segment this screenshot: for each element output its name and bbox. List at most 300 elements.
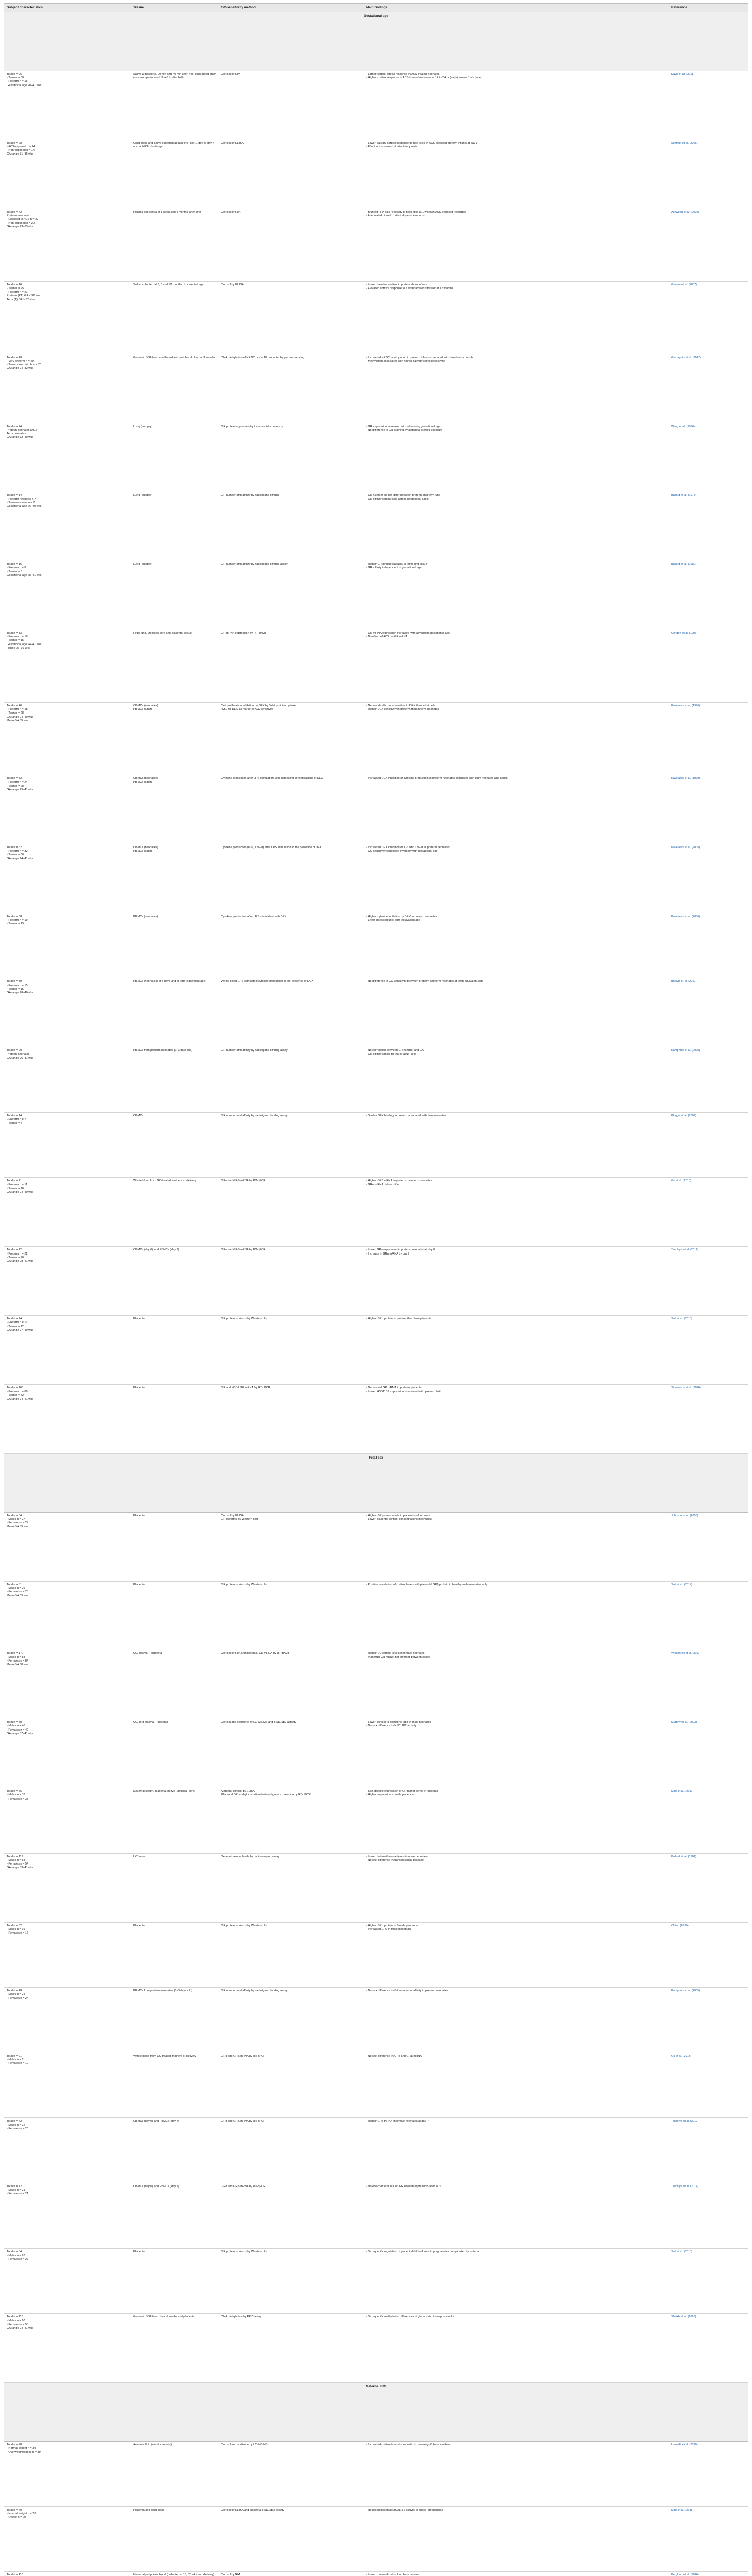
subject-cell-line: Total n = 40 bbox=[7, 2508, 22, 2512]
reference-cell bbox=[669, 913, 748, 978]
subject-cell bbox=[4, 1922, 131, 1988]
reference-link[interactable]: Grunau et al. (2007) bbox=[671, 283, 697, 286]
reference-cell bbox=[669, 775, 748, 844]
findings-cell-line: - GR affinity similar to that of adult cells bbox=[366, 1053, 416, 1056]
table-row bbox=[4, 1922, 748, 1988]
subject-cell-line: - Term n = 72 bbox=[7, 1394, 24, 1397]
reference-link[interactable]: Tsuchiya et al. (2012) bbox=[671, 2120, 699, 2123]
findings-cell-line: - GC sensitivity correlated inversely with gestational age bbox=[366, 850, 438, 853]
subject-cell-line: Mean GA 39 wks bbox=[7, 1525, 29, 1529]
subject-cell-line: GA range 32–40 wks bbox=[7, 436, 33, 439]
table-row bbox=[4, 913, 748, 978]
findings-cell-line: - No correlation between GR number and GA bbox=[366, 1049, 424, 1053]
tissue-cell-line: Placenta bbox=[133, 1583, 145, 1586]
table-row bbox=[4, 2506, 748, 2572]
tissue-cell-line: Placenta bbox=[133, 1514, 145, 1517]
findings-cell-line: - Increased DEX inhibition of IL-6 and TNF-α in preterm neonates bbox=[366, 845, 450, 849]
subject-cell-line: GA range 24–40 wks bbox=[7, 715, 33, 719]
subject-cell-line: - Normal weight n = 39 bbox=[7, 2447, 36, 2450]
reference-cell bbox=[669, 281, 748, 354]
reference-cell bbox=[669, 561, 748, 630]
subject-cell-line: Total n = 24 bbox=[7, 1317, 22, 1321]
subject-cell-line: GA range 28–40 wks bbox=[7, 991, 33, 994]
reference-link[interactable]: Lamadé et al. (2020) bbox=[671, 2443, 698, 2447]
findings-cell-line: - GRα mRNA did not differ bbox=[366, 1183, 400, 1187]
reference-cell bbox=[669, 844, 748, 913]
reference-link[interactable]: Berglund et al. (2016) bbox=[671, 2573, 699, 2576]
subject-cell-line: - Preterm n = 22 bbox=[7, 1252, 28, 1256]
method-cell-line: GR protein isoforms by Western blot bbox=[221, 1583, 268, 1586]
table-row bbox=[4, 281, 748, 354]
subject-cell bbox=[4, 423, 131, 492]
subject-cell-line: Preterm (PT) GA < 32 wks bbox=[7, 294, 41, 298]
reference-link[interactable]: Schmidt et al. (2006) bbox=[671, 141, 698, 145]
findings-cell bbox=[364, 1988, 669, 2053]
method-cell bbox=[218, 2183, 364, 2249]
reference-link[interactable]: Murphy et al. (2003) bbox=[671, 1721, 697, 1724]
method-cell-line: GR number and affinity by radioligand binding bbox=[221, 494, 280, 497]
method-cell-line: GR mRNA expression by RT-qPCR bbox=[221, 632, 266, 635]
method-cell-line: Cortisol by ELISA bbox=[221, 1514, 244, 1517]
reference-link[interactable]: Plugge et al. (2007) bbox=[671, 1114, 696, 1117]
section-title: Gestational age bbox=[4, 12, 748, 71]
table-row bbox=[4, 71, 748, 140]
subject-cell-line: - Preterm n = 18 bbox=[7, 708, 28, 711]
subject-cell-line: Total n = 14 bbox=[7, 494, 22, 497]
findings-cell bbox=[364, 1581, 669, 1650]
findings-cell-line: - Higher expression in male placentas bbox=[366, 1793, 415, 1797]
reference-cell bbox=[669, 2314, 748, 2383]
table-header bbox=[4, 4, 748, 12]
subject-cell-line: Total n = 46 bbox=[7, 283, 22, 286]
method-cell-line: Cortisol and cortisone by LC-MS/MS and HSD11B2 activity bbox=[221, 1721, 297, 1724]
subject-cell-line: - Exposed to ACS n = 22 bbox=[7, 218, 39, 222]
reference-link[interactable]: Saif et al. (2015) bbox=[671, 2250, 693, 2253]
reference-link[interactable]: Kavelaars et al. (1996) bbox=[671, 704, 700, 708]
reference-link[interactable]: Giarraputo et al. (2017) bbox=[671, 355, 701, 359]
subject-cell-line: - Males n = 33 bbox=[7, 1793, 25, 1797]
subject-cell bbox=[4, 2572, 131, 2576]
method-cell bbox=[218, 209, 364, 281]
subject-cell bbox=[4, 1853, 131, 1922]
tissue-cell-line: Placenta bbox=[133, 2250, 145, 2253]
findings-cell bbox=[364, 703, 669, 775]
subject-cell-line: Total n = 54 bbox=[7, 2250, 22, 2253]
method-cell bbox=[218, 1112, 364, 1178]
findings-cell-line: - Reduced placental HSD11B2 activity in obese pregnancies bbox=[366, 2508, 443, 2512]
subject-cell-line: - Term n = 19 bbox=[7, 922, 24, 926]
table-row bbox=[4, 1047, 748, 1113]
reference-link[interactable]: Bojovic et al. (2017) bbox=[671, 980, 697, 984]
tissue-cell-line: CBMCs (neonates) bbox=[133, 845, 158, 849]
subject-cell-line: - Preterm n = 32 bbox=[7, 850, 28, 853]
method-cell bbox=[218, 492, 364, 561]
subject-cell-line: - Males n = 28 bbox=[7, 2253, 25, 2257]
subject-cell bbox=[4, 844, 131, 913]
findings-cell-line: - GR mRNA expression increased with advancing gestational age bbox=[366, 632, 450, 635]
header-row bbox=[4, 4, 748, 12]
findings-cell bbox=[364, 281, 669, 354]
subject-cell-line: Total n = 40 bbox=[7, 355, 22, 359]
subject-cell-line: - Term n = 12 bbox=[7, 1325, 24, 1328]
subject-cell-line: GA range 24–41 wks bbox=[7, 1397, 33, 1401]
tissue-cell bbox=[131, 492, 218, 561]
subject-cell-line: - Males n = 11 bbox=[7, 2058, 25, 2062]
table-row bbox=[4, 703, 748, 775]
subject-cell-line: - Preterm n = 11 bbox=[7, 1183, 28, 1187]
method-cell-line: Cortisol by RIA and placental GR mRNA by RT-qPCR bbox=[221, 1652, 289, 1655]
subject-cell-line: GA range 25–41 wks bbox=[7, 788, 33, 791]
tissue-cell-line: Plasma and saliva at 1 week and 4 months after birth bbox=[133, 210, 201, 214]
reference-link[interactable]: Mina et al. (2017) bbox=[671, 1790, 694, 1793]
table-row bbox=[4, 630, 748, 703]
findings-cell-line: - Lower betamethasone levels in male neonates bbox=[366, 1855, 428, 1858]
findings-cell-line: - Higher DEX sensitivity in preterm than in term neonates bbox=[366, 708, 439, 711]
reference-cell bbox=[669, 2118, 748, 2183]
reference-cell bbox=[669, 1788, 748, 1854]
subject-cell-line: - ACS-exposed n = 14 bbox=[7, 145, 35, 149]
subject-cell-line: - Females n = 10 bbox=[7, 2062, 29, 2065]
method-cell-line: GR and HSD11B2 mRNA by RT-qPCR bbox=[221, 1386, 270, 1389]
subject-cell-line: Total n = 160 bbox=[7, 1386, 24, 1389]
findings-cell-line: - Increased NR3C1 methylation in preterm infants compared with term-born controls bbox=[366, 355, 473, 359]
subject-cell-line: - Males n = 26 bbox=[7, 1586, 25, 1590]
table-row bbox=[4, 1112, 748, 1178]
findings-cell-line: - Similar DEX binding in preterm compared with term neonates bbox=[366, 1114, 447, 1117]
tissue-cell bbox=[131, 1512, 218, 1581]
table-row bbox=[4, 1316, 748, 1385]
subject-cell-line: Total n = 48 bbox=[7, 1989, 22, 1993]
reference-link[interactable]: Gu et al. (2013) bbox=[671, 1179, 691, 1183]
subject-cell-line: - Preterm n = 19 bbox=[7, 918, 28, 922]
method-cell bbox=[218, 775, 364, 844]
method-cell bbox=[218, 2248, 364, 2314]
reference-link[interactable]: Saif et al. (2015) bbox=[671, 1317, 693, 1321]
tissue-cell bbox=[131, 1719, 218, 1788]
method-cell bbox=[218, 1719, 364, 1788]
reference-link[interactable]: Sheikh et al. (2020) bbox=[671, 2315, 696, 2319]
subject-cell bbox=[4, 140, 131, 209]
subject-cell-line: GA range 24–41 wks bbox=[7, 857, 33, 860]
findings-cell-line: - GR expression increased with advancing gestational age bbox=[366, 425, 441, 428]
subject-cell-line: GA range 23–33 wks bbox=[7, 225, 33, 229]
findings-cell bbox=[364, 2506, 669, 2572]
subject-cell-line: - Females n = 20 bbox=[7, 2127, 29, 2130]
reference-cell bbox=[669, 71, 748, 140]
reference-link[interactable]: Condon et al. (1997) bbox=[671, 632, 697, 635]
subject-cell-line: - Males n = 58 bbox=[7, 1858, 25, 1862]
reference-link[interactable]: Wieczorek et al. (2017) bbox=[671, 1652, 701, 1655]
subject-cell-line: Gestational age 28–41 wks bbox=[7, 83, 42, 87]
reference-cell bbox=[669, 1853, 748, 1922]
findings-cell-line: - GR number did not differ between preterm and term lung bbox=[366, 494, 440, 497]
method-cell-line: GR number and affinity by radioligand binding assay bbox=[221, 1114, 288, 1117]
tissue-cell-line: PBMCs (neonates) at 3 days and at term-equivalent age bbox=[133, 980, 206, 984]
reference-cell bbox=[669, 2183, 748, 2249]
subject-cell-line: - Term n = 7 bbox=[7, 1122, 22, 1125]
tissue-cell-line: Lung (autopsy) bbox=[133, 563, 153, 566]
reference-link[interactable]: Kavelaars et al. (1999) bbox=[671, 777, 700, 781]
reference-cell bbox=[669, 209, 748, 281]
reference-cell bbox=[669, 140, 748, 209]
tissue-cell bbox=[131, 2248, 218, 2314]
tissue-cell bbox=[131, 913, 218, 978]
findings-cell bbox=[364, 209, 669, 281]
tissue-cell bbox=[131, 844, 218, 913]
findings-cell-line: - Higher GRα protein in preterm than term placenta bbox=[366, 1317, 432, 1321]
tissue-cell-line: Genomic DNA from: buccal swabs and placenta bbox=[133, 2315, 195, 2319]
findings-cell-line: - No sex difference in GRα and GRβ mRNA bbox=[366, 2054, 422, 2058]
method-cell-line: Cortisol by RIA bbox=[221, 210, 241, 214]
subject-cell-line: Total n = 32 bbox=[7, 1924, 22, 1927]
tissue-cell bbox=[131, 2442, 218, 2507]
table-row bbox=[4, 2053, 748, 2118]
method-cell-line: GRα and GRβ mRNA by RT-qPCR bbox=[221, 2120, 266, 2123]
subject-cell bbox=[4, 2053, 131, 2118]
reference-cell bbox=[669, 2506, 748, 2572]
tissue-cell bbox=[131, 281, 218, 354]
subject-cell-line: - Term n = 25 bbox=[7, 286, 24, 290]
tissue-cell bbox=[131, 209, 218, 281]
section-title: Maternal BMI bbox=[4, 2383, 748, 2442]
method-cell-line: GR number and affinity by radioligand binding assay bbox=[221, 1989, 288, 1993]
reference-cell bbox=[669, 1719, 748, 1788]
subject-cell-line: - Term n = 15 bbox=[7, 987, 24, 991]
subject-cell-line: GA range 24–32 wks bbox=[7, 367, 33, 370]
subject-cell-line: - Females n = 33 bbox=[7, 1797, 29, 1801]
reference-cell bbox=[669, 1178, 748, 1247]
subject-cell-line: Total n = 42 bbox=[7, 2185, 22, 2189]
tissue-cell bbox=[131, 2053, 218, 2118]
findings-cell-line: - Lower HSD11B2 expression associated with preterm birth bbox=[366, 1390, 442, 1394]
subject-cell-line: - Males n = 16 bbox=[7, 1927, 25, 1931]
subject-cell-line: - Term n = 8 bbox=[7, 570, 22, 573]
reference-cell bbox=[669, 1988, 748, 2053]
findings-cell-line: - Higher GR binding capacity in term lung tissue bbox=[366, 563, 428, 566]
subject-cell-line: - Females n = 16 bbox=[7, 1931, 29, 1935]
findings-cell bbox=[364, 140, 669, 209]
subject-cell-line: - Preterm n = 7 bbox=[7, 1118, 26, 1122]
header-tissue: Tissue bbox=[131, 4, 218, 12]
reference-link[interactable]: Mina et al. (2015) bbox=[671, 2508, 694, 2512]
method-cell-line: Betamethasone levels by radioreceptor assay bbox=[221, 1855, 280, 1858]
findings-cell bbox=[364, 978, 669, 1047]
findings-cell bbox=[364, 2248, 669, 2314]
tissue-cell-line: PBMCs (neonates) bbox=[133, 914, 158, 918]
findings-cell-line: - No sex difference in HSD11B2 activity bbox=[366, 1724, 417, 1728]
tissue-cell-line: Lung (autopsy) bbox=[133, 494, 153, 497]
tissue-cell-line: Lung (autopsy) bbox=[133, 425, 153, 428]
tissue-cell-line: Maternal serum, placenta, nerve (umbilical cord) bbox=[133, 1790, 195, 1793]
findings-cell-line: - Sex-specific methylation differences at glucocorticoid-responsive loci bbox=[366, 2315, 456, 2319]
tissue-cell-line: CBMCs bbox=[133, 1114, 144, 1117]
subject-cell-line: - Term n = 10 bbox=[7, 1187, 24, 1190]
subject-cell bbox=[4, 1512, 131, 1581]
tissue-cell-line: CBMCs (day 0) and PBMCs (day 7) bbox=[133, 2120, 179, 2123]
section-header-row bbox=[4, 2383, 748, 2442]
tissue-cell bbox=[131, 1853, 218, 1922]
subject-cell-line: Total n = 46 bbox=[7, 704, 22, 708]
reference-link[interactable]: Tsuchiya et al. (2014) bbox=[671, 2185, 699, 2189]
findings-cell-line: - Lower GRα expression in preterm neonates at day 0 bbox=[366, 1248, 435, 1252]
reference-link[interactable]: Kamphuis et al. (2005) bbox=[671, 1989, 700, 1993]
section-title: Fetal sex bbox=[4, 1453, 748, 1512]
subject-cell-line: Mean GA 35 wks bbox=[7, 719, 29, 722]
reference-cell bbox=[669, 1384, 748, 1453]
tissue-cell bbox=[131, 2314, 218, 2383]
table-row bbox=[4, 1384, 748, 1453]
subject-cell-line: Total n = 96 bbox=[7, 73, 22, 76]
subject-cell-line: GA range 24–40 wks bbox=[7, 1191, 33, 1194]
subject-cell-line: - Preterm n = 24 bbox=[7, 781, 28, 784]
reference-link[interactable]: Clifton (2010) bbox=[671, 1924, 689, 1927]
tissue-cell-line: UC serum bbox=[133, 1855, 147, 1858]
tissue-cell bbox=[131, 630, 218, 703]
subject-cell-line: - Term n = 15 bbox=[7, 639, 24, 642]
findings-cell-line: - No effect of ACS on GR mRNA bbox=[366, 635, 408, 639]
findings-cell-line: - Higher GRβ mRNA in preterm than term neonates bbox=[366, 1179, 432, 1183]
method-cell bbox=[218, 1512, 364, 1581]
subject-cell bbox=[4, 2442, 131, 2507]
tissue-cell bbox=[131, 2572, 218, 2576]
reference-link[interactable]: Ashwood et al. (2006) bbox=[671, 210, 699, 214]
method-cell bbox=[218, 281, 364, 354]
reference-cell bbox=[669, 1316, 748, 1385]
subject-cell bbox=[4, 1384, 131, 1453]
subject-cell bbox=[4, 1047, 131, 1113]
findings-cell-line: - GR affinity comparable across gestational ages bbox=[366, 497, 429, 501]
reference-link[interactable]: Kavelaars et al. (2006) bbox=[671, 914, 700, 918]
tissue-cell bbox=[131, 978, 218, 1047]
subject-cell-line: - Males n = 40 bbox=[7, 1724, 25, 1728]
tissue-cell-line: Whole blood from GC-treated mothers at delivery bbox=[133, 2054, 196, 2058]
subject-cell-line: Total n = 30 bbox=[7, 980, 22, 984]
reference-link[interactable]: Tsuchiya et al. (2012) bbox=[671, 1248, 699, 1252]
tissue-cell bbox=[131, 140, 218, 209]
findings-cell bbox=[364, 775, 669, 844]
subject-cell bbox=[4, 1112, 131, 1178]
tissue-cell bbox=[131, 354, 218, 423]
tissue-cell bbox=[131, 2183, 218, 2249]
tissue-cell-line: Placenta bbox=[133, 1317, 145, 1321]
reference-link[interactable]: Davis et al. (2011) bbox=[671, 73, 694, 76]
reference-cell bbox=[669, 354, 748, 423]
subject-cell bbox=[4, 2506, 131, 2572]
subject-cell-line: Gestational age 26–40 wks bbox=[7, 505, 42, 508]
method-cell-line: Cortisol and cortisone by LC-MS/MS bbox=[221, 2443, 268, 2447]
subject-cell bbox=[4, 1719, 131, 1788]
tissue-cell bbox=[131, 1384, 218, 1453]
table-row bbox=[4, 1650, 748, 1719]
method-cell-line: GRα and GRβ mRNA by RT-qPCR bbox=[221, 1248, 266, 1252]
findings-cell-line: - Sex-specific expression of GR target genes in placenta bbox=[366, 1790, 438, 1793]
findings-cell bbox=[364, 2314, 669, 2383]
method-cell bbox=[218, 2442, 364, 2507]
subject-cell-line: - Males n = 88 bbox=[7, 1655, 25, 1659]
reference-link[interactable]: Wang et al. (1996) bbox=[671, 425, 695, 428]
method-cell-line: Cell proliferation inhibition by DEX by 3H-thymidine uptake bbox=[221, 704, 296, 708]
subject-cell bbox=[4, 1316, 131, 1385]
findings-cell-line: - Neonatal cells more sensitive to DEX than adult cells bbox=[366, 704, 436, 708]
table-row bbox=[4, 1581, 748, 1650]
table-row bbox=[4, 354, 748, 423]
subject-cell bbox=[4, 1581, 131, 1650]
findings-cell-line: - Positive correlation of cortisol levels with placental GRβ protein in healthy male neonates only bbox=[366, 1583, 487, 1586]
reference-cell bbox=[669, 1047, 748, 1113]
tissue-cell bbox=[131, 423, 218, 492]
reference-link[interactable]: Ballard et al. (1980) bbox=[671, 563, 696, 566]
findings-cell bbox=[364, 1316, 669, 1385]
subject-cell-line: GA range 24–41 wks bbox=[7, 2326, 33, 2330]
subject-cell-line: Range 26–39 wks bbox=[7, 646, 30, 650]
method-cell bbox=[218, 1316, 364, 1385]
findings-cell-line: - Lower baseline cortisol in preterm-born infants bbox=[366, 283, 428, 286]
subject-cell-line: - Preterm neonates n = 7 bbox=[7, 497, 39, 501]
reference-link[interactable]: Kavelaars et al. (2005) bbox=[671, 845, 700, 849]
method-cell-line: Whole blood LPS-stimulated cytokine production in the presence of DEX bbox=[221, 980, 314, 984]
method-cell-line: Maternal cortisol by ELISA bbox=[221, 1790, 255, 1793]
findings-cell-line: - GR affinity independent of gestational age bbox=[366, 566, 422, 570]
tissue-cell-line: PBMCs (adults) bbox=[133, 708, 154, 711]
table-row bbox=[4, 561, 748, 630]
method-cell bbox=[218, 2118, 364, 2183]
subject-cell-line: - Term n = 80 bbox=[7, 76, 24, 80]
subject-cell-line: Gestational age 24–41 wks bbox=[7, 642, 42, 646]
method-cell bbox=[218, 1788, 364, 1854]
header-reference: Reference bbox=[669, 4, 748, 12]
table-row bbox=[4, 2442, 748, 2507]
method-cell bbox=[218, 844, 364, 913]
reference-link[interactable]: Gu et al. (2013) bbox=[671, 2054, 691, 2058]
reference-link[interactable]: Stoenescu et al. (2016) bbox=[671, 1386, 701, 1389]
reference-link[interactable]: Ballard et al. (1984) bbox=[671, 1855, 696, 1858]
subject-cell-line: GA range 26–31 wks bbox=[7, 1056, 33, 1060]
findings-cell-line: - Larger cortisol stress response in ACS-treated neonates bbox=[366, 73, 440, 76]
reference-link[interactable]: Johnson et al. (2008) bbox=[671, 1514, 698, 1517]
tissue-cell bbox=[131, 1112, 218, 1178]
subject-cell-line: Preterm neonates bbox=[7, 1053, 30, 1056]
reference-link[interactable]: Ballard et al. (1978) bbox=[671, 494, 696, 497]
findings-cell-line: - Blunted HPA axis reactivity to heel-stick at 1 week in ACS-exposed neonates bbox=[366, 210, 466, 214]
method-cell-line: Placental GR and glucocorticoid-related gene expression by RT-qPCR bbox=[221, 1793, 311, 1797]
subject-cell bbox=[4, 913, 131, 978]
subject-cell-line: Total n = 52 bbox=[7, 777, 22, 781]
tissue-cell-line: Saliva at baseline, 20 min and 40 min after heel-stick blood draw (stressor) performed 12–48 h after birth bbox=[133, 73, 216, 80]
data-table-container bbox=[4, 3, 748, 2576]
table-row bbox=[4, 2183, 748, 2249]
findings-cell-line: - No difference in GR staining by antenatal steroid exposure bbox=[366, 428, 443, 432]
findings-cell-line: - Attenuated diurnal cortisol slope at 4 months bbox=[366, 214, 425, 217]
reference-cell bbox=[669, 1922, 748, 1988]
tissue-cell bbox=[131, 71, 218, 140]
method-cell bbox=[218, 1853, 364, 1922]
method-cell-line: Cytokine production (IL-6, TNF-α) after LPS stimulation in the presence of DEX bbox=[221, 845, 322, 849]
findings-cell bbox=[364, 1047, 669, 1113]
reference-link[interactable]: Kamphuis et al. (2005) bbox=[671, 1049, 700, 1053]
method-cell bbox=[218, 630, 364, 703]
tissue-cell-line: Whole blood from GC-treated mothers at delivery bbox=[133, 1179, 196, 1183]
reference-link[interactable]: Saif et al. (2014) bbox=[671, 1583, 693, 1586]
findings-cell bbox=[364, 1512, 669, 1581]
findings-cell bbox=[364, 1719, 669, 1788]
subject-cell-line: - Preterm n = 16 bbox=[7, 80, 28, 83]
subject-cell-line: - Overweight/obese n = 39 bbox=[7, 2450, 41, 2454]
subject-cell-line: - Non-exposed n = 14 bbox=[7, 149, 35, 152]
method-cell bbox=[218, 1247, 364, 1316]
table-row bbox=[4, 978, 748, 1047]
findings-cell-line: - Higher cytokine inhibition by DEX in preterm neonates bbox=[366, 914, 437, 918]
method-cell-line: IC50 for DEX as marker of GC sensitivity bbox=[221, 708, 274, 711]
